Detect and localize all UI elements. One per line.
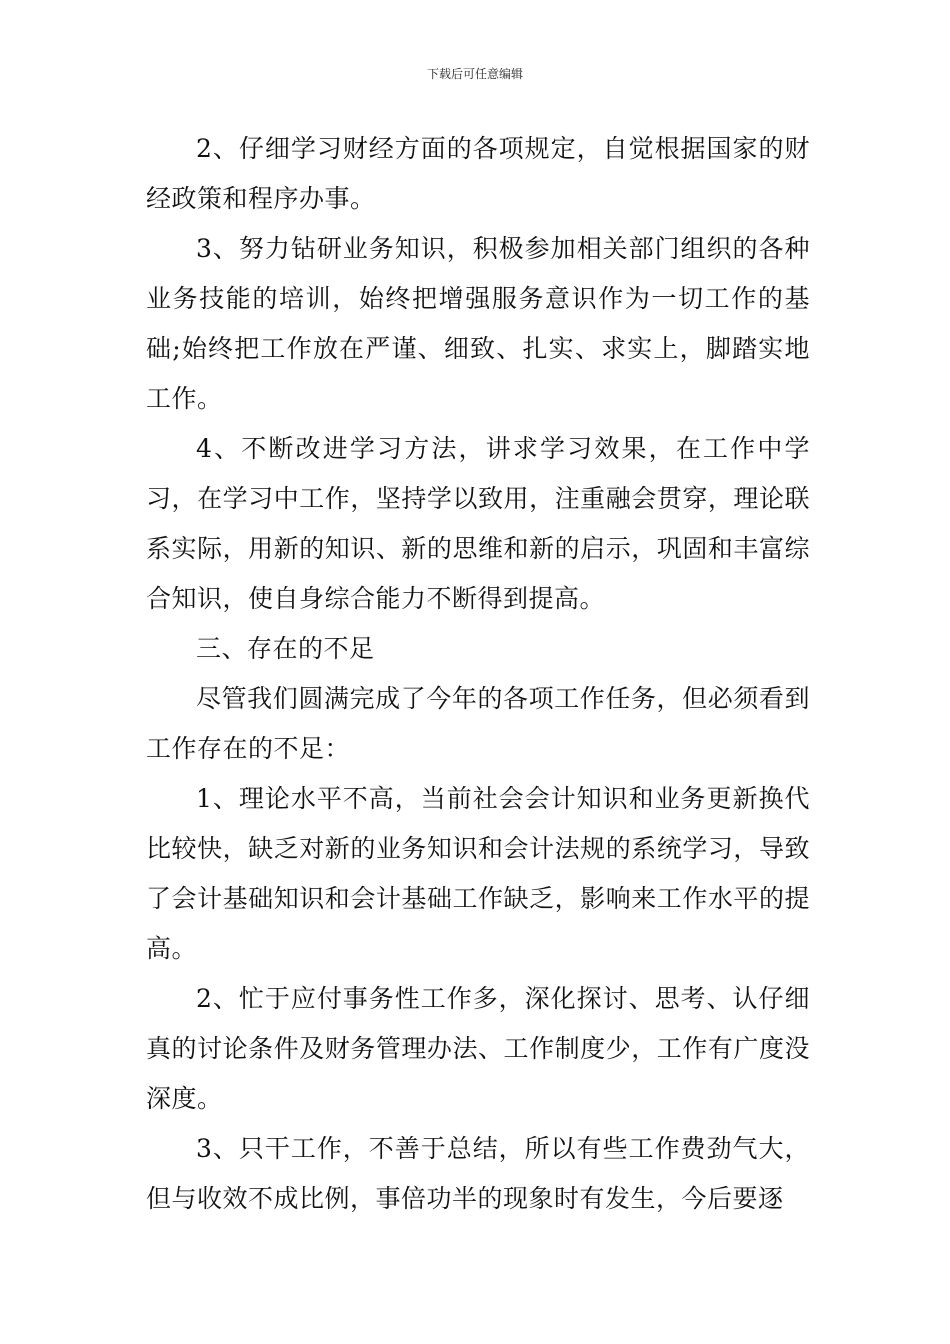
paragraph-item-4-learning-methods: 4、不断改进学习方法，讲求学习效果，在工作中学习，在学习中工作，坚持学以致用，注重融会贯穿，理论联系实际，用新的知识、新的思维和新的启示，巩固和丰富综合知识，使自身综合能力不断得到提高。 xyxy=(146,434,810,613)
paragraph-item-3-study-skills: 3、努力钻研业务知识，积极参加相关部门组织的各种业务技能的培训，始终把增强服务意识作为一切工作的基础;始终把工作放在严谨、细致、扎实、求实上，脚踏实地工作。 xyxy=(146,234,810,413)
paragraph-shortcomings-intro: 尽管我们圆满完成了今年的各项工作任务，但必须看到工作存在的不足： xyxy=(146,684,810,763)
paragraph-shortcoming-2: 2、忙于应付事务性工作多，深化探讨、思考、认仔细真的讨论条件及财务管理办法、工作制度少，工作有广度没深度。 xyxy=(146,984,810,1113)
paragraph-shortcoming-1: 1、理论水平不高，当前社会会计知识和业务更新换代比较快，缺乏对新的业务知识和会计法规的系统学习，导致了会计基础知识和会计基础工作缺乏，影响来工作水平的提高。 xyxy=(146,784,810,963)
page-header: 下载后可任意编辑 xyxy=(426,67,523,81)
paragraph-shortcoming-3: 3、只干工作，不善于总结，所以有些工作费劲气大，但与收效不成比例，事倍功半的现象时有发生，今后要逐 xyxy=(146,1134,810,1213)
section-heading-shortcomings: 三、存在的不足 xyxy=(196,634,375,663)
document-body xyxy=(146,124,810,1224)
paragraph-item-2-regulations: 2、仔细学习财经方面的各项规定，自觉根据国家的财经政策和程序办事。 xyxy=(146,134,810,213)
